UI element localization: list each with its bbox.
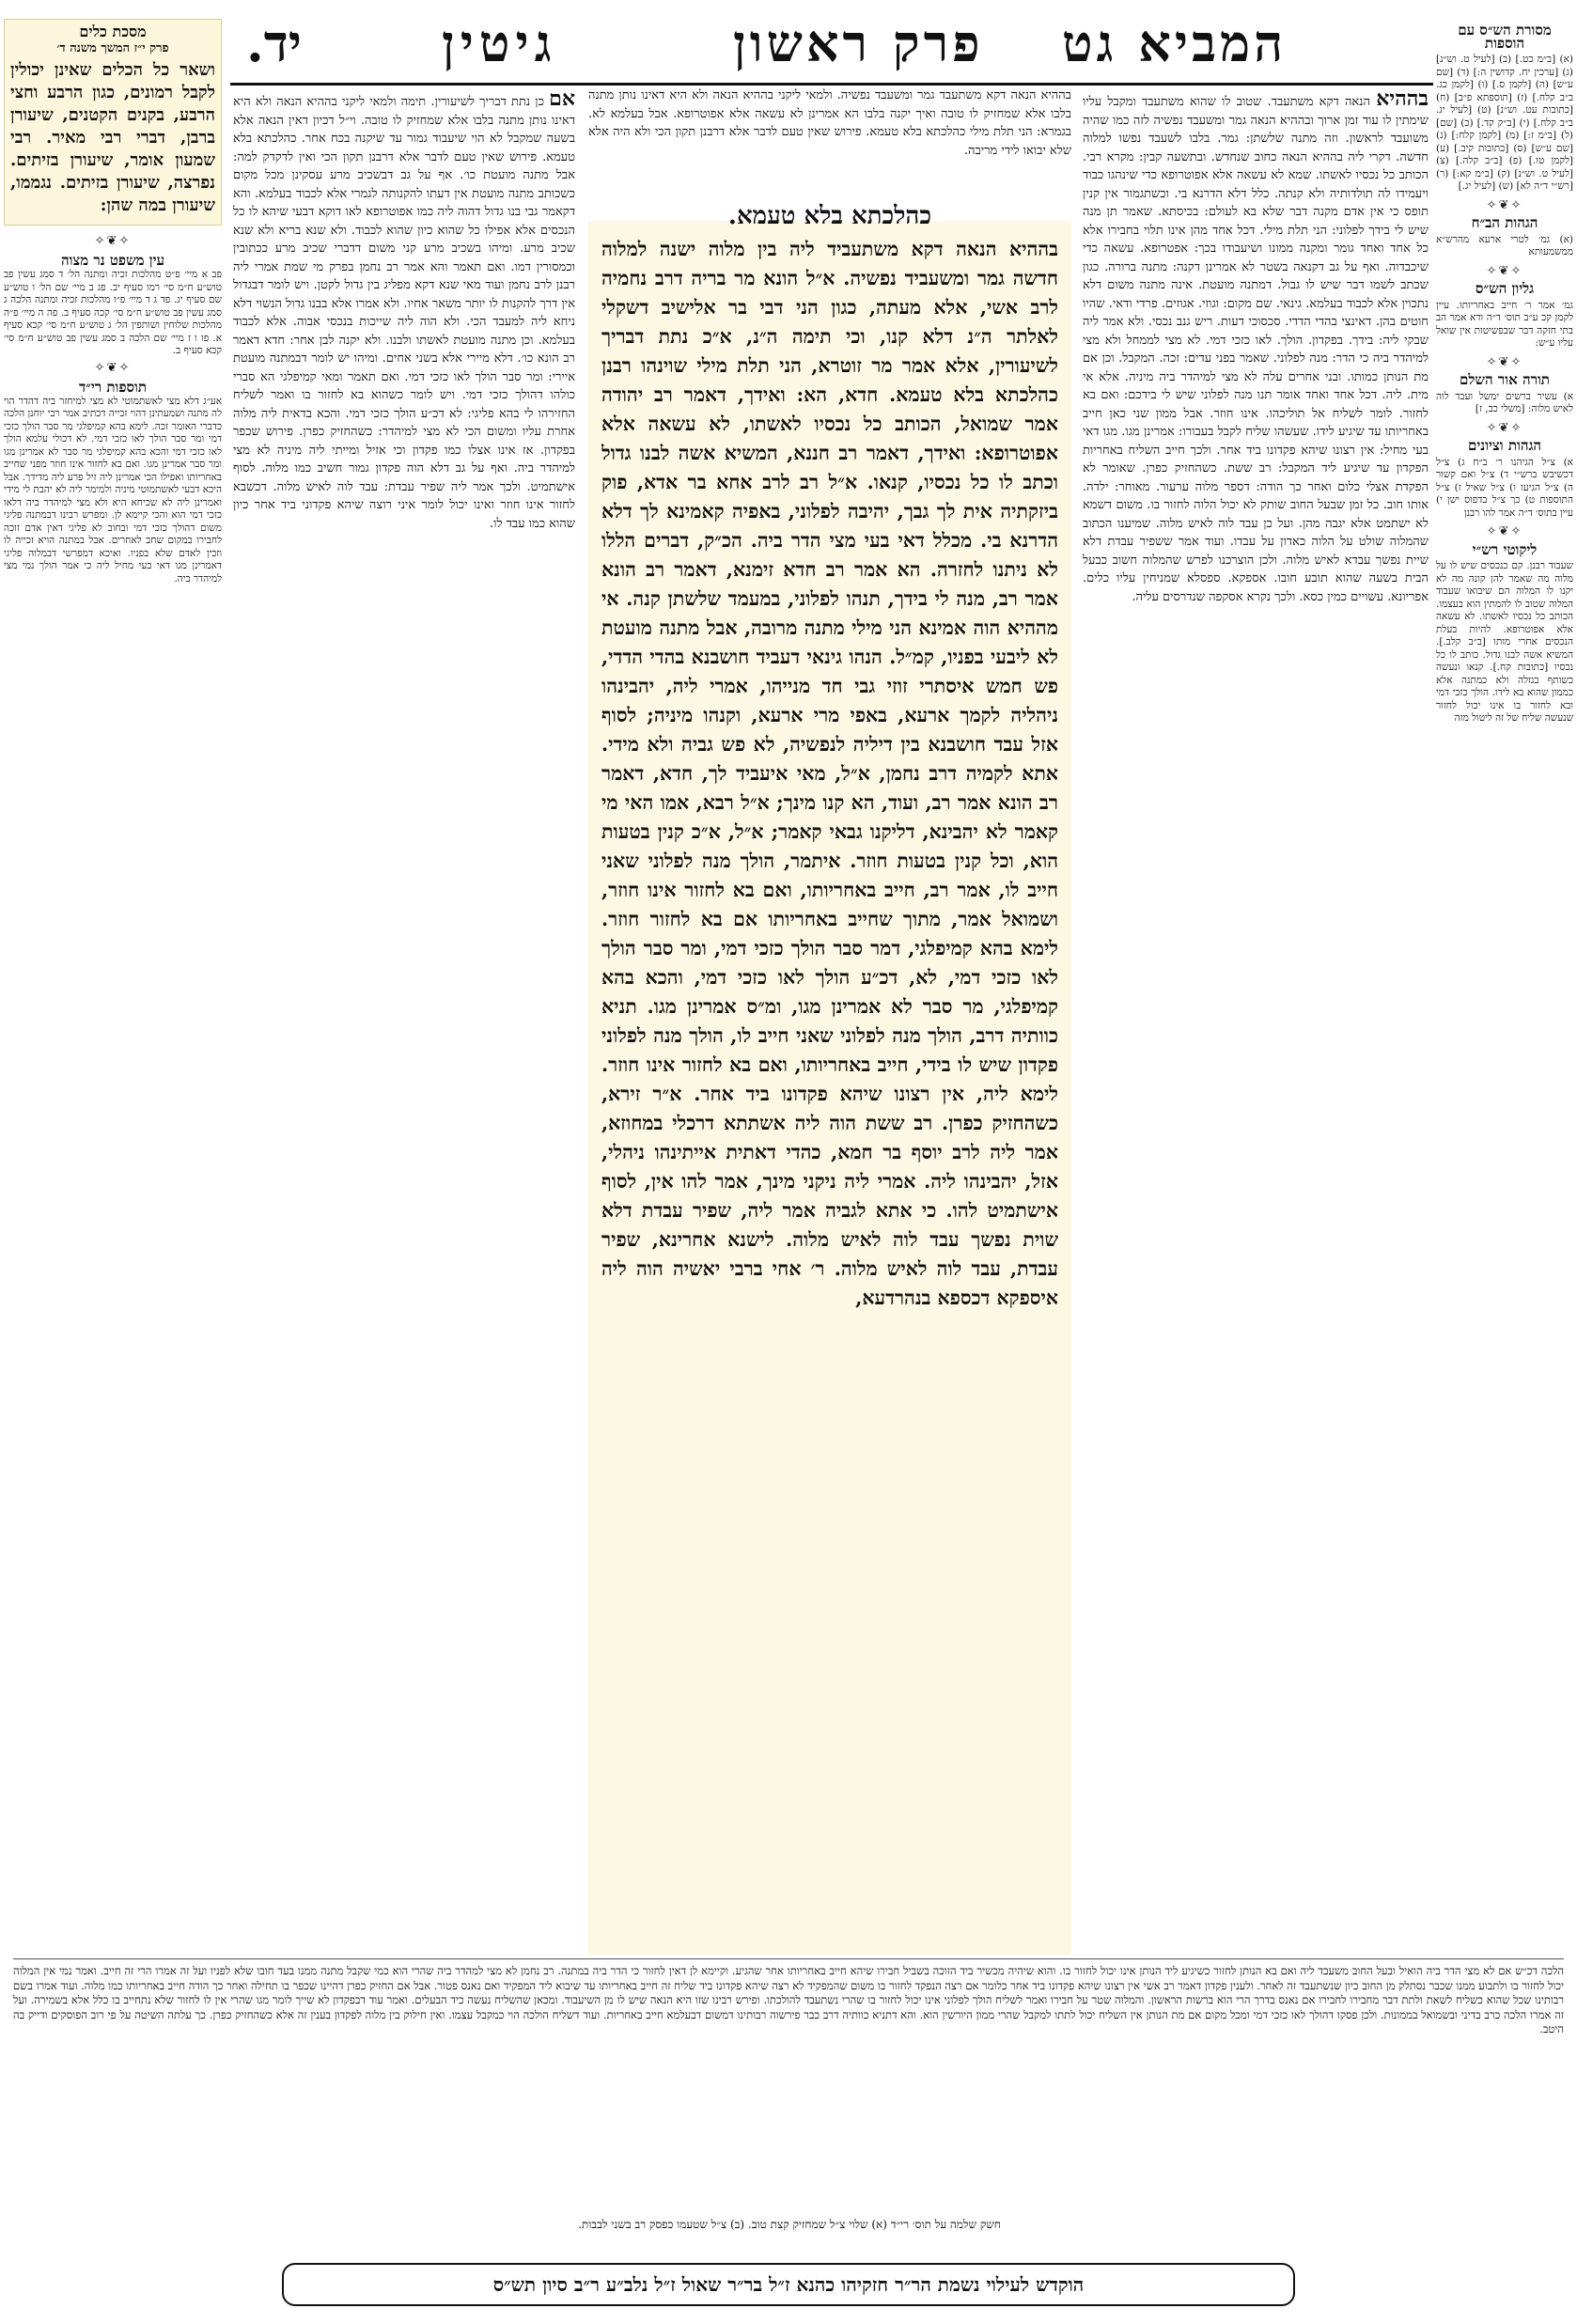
gilyon-hashas-section <box>1436 280 1573 351</box>
tosafot-commentary <box>233 86 575 1957</box>
gemara-heading: כהלכתא בלא טעמא. <box>727 202 932 230</box>
daf-number: יד. <box>246 13 302 73</box>
section-title: ליקוטי רש״י <box>1472 540 1538 558</box>
gemara-text-block <box>601 235 1058 1945</box>
tosafot-rid-title: תוספות רי״ד <box>78 378 148 396</box>
ornament-divider: ✧❦✧ <box>94 234 132 248</box>
mishna-box-subtitle: פרק י״ז המשך משנה ד׳ <box>56 41 169 55</box>
ornament-divider: ✧❦✧ <box>94 360 132 375</box>
tosafot-rid-text: אע״ג דלא מצי לאשתמוטי לא מצי למיחזר ביה דהדר הוי לה מתנה ושמעתינן דהוי זכייה דכתיב אמר רבי יוחנן הלכה כדברי האומר זכה. לימא בהא קמיפלגי מר סבר הולך כזכי דמי ומר סבר הולך לאו כזכי דמי. לא דכולי עלמא הולך לאו כזכי דמי והכא בהא קמיפלגי מר סבר לא אמרינן מגו ומר סבר אמרינן מגו. ואם בא לחזור אינו חוזר מפני שחייב באחריותו ואפילו הכי אמרינן ליה זיל פרע ליה מדידך. אבל היכא דבעי לאשתמוטי מיניה ולמימר ליה לא יהבת לי מידי ואמרינן ליה לא שכיחא היא ולא מצי למיהדר ביה דלאו כזכי דמי הוא והכי קיימא לן. ומפרש רבינו דבמתנה פליגי משום דהולך כזכי דמי ובחוב לא פליגי דאין אדם זוכה לחבירו במקום שחב לאחרים. אבל במתנה הויא זכייה לו וזכין לאדם שלא בפניו. ואיכא דמפרשי דבמלוה פליגי דאמרינן מגו דאי בעי מחיל ליה כי אמר הולך נמי מצי למיהדר ביה. <box>4 395 222 585</box>
rashi-text: הנאה דקא משתעבד. שטוב לו שהוא משתעבד ומקבל עליו שימתין לו עוד זמן ארוך ובההיא הנאה גמר ומשעבד נפשיה לזה כמו שהיה משועבד לראשון. וזה מתנה שלשתן: גמר. בלבו לשעבד נפשו למלוה חדשה. דקרי ליה בההיא הנאה כחוב שנחדש. ובתשעה קבין: מקרא רבי. הכותב כל נכסיו לאשתו. שמא לא עשאה אלא אפוטרופא כדי שינהגו כבוד ויעמידו לה תולדותיה ולא קנתה. כלל דלא הדרנא בי. וכשתגמור אין קנין תופס כי אין אדם מקנה דבר שלא בא לעולם: בכיסתא. שאמר תן מנה שיש לי בידך לפלוני: הני תלת מילי. דכל אחד מהן אינו תלוי בחבירו אלא כל אחד ואחד גומר ומקנה ממונו ושיעבודו בכך: אפטרופא. עשאה כדי שיכבדוה. ואף על גב דקנאה בשטר לא אמרינן דקנה: מתנה ברורה. כגון שכתב לשמו דבר שיש לו גבול. דמתנה מועטת. אינה מתנה משום דלא נתכוין אלא לכבוד בעלמא. גינאי. שם מקום: וגוזי. אגוזים. פרדי ודאי. שהיו חוטים בהן. דאינצי בהדי הדדי. סכסוכי דעות. ריש גנב נכסי. ולא אמר ליה שבקי ליה: בידך. בפקדון. הולך. לאו כזכי דמי. לא מצי לממחל ולא מצי למיהדר ביה כי הדר: מנה לפלוני. שאמר בפני עדים: זכה. המקבל. וכן אם מת הנותן כמותו. ובני אחרים עלה לא מצי למיהדר ביה מיניה. אלא אי מית. ליה. דכל אחד ואחד אומר תנו מנה לפלוני שיש לי בידכם: ואם בא לחזור. לומר לשליח אל תוליכהו. אינו חוזר. אבל ממון שני כאן חייב באחריותו עד שיגיע לידו. שעשהו שליח לקבל בעבורו: אמרינן מגו. מגו דאי בעי מחיל: אין רצונו שיהא פקדונו ביד אחר. ולכך חייב השליח באחריות הפקדון עד שיגיע ליד המקבל: רב ששת. כשהחזיק כפרן. שאומר לא הפקדת אצלי כלום ואחר כך הודה: דספר מלוה ערעור. מאוחר: ילדה. אותו חוב. כל זמן שבעל החוב שותק לא יכול הלוה לחזור בו. משום דשמא לא ישתמט אלא יגבה מהן. ועל כן עבד לוה לאיש מלוה. שמיענו הכתוב שהמלוה שולט על הלוה כאדון על עבדו. ועוד אמר ששפיר עבדת דלא שיית נפשך עבדא לאיש מלוה. ולכן הוצרכנו לפרש שהמלוה חשוב כבעל הבית בשעה שהוא תובע חובו. אספקא. ספסלא שמניחין עליו כלים. אפריונא. עשויים כמין כסא. ולכך נקרא אסקפה שנדרסים עליה. <box>1083 95 1429 604</box>
hagahot-habach-section <box>1436 214 1573 259</box>
section-title: מסורת הש״ס עם הוספות <box>1458 22 1552 52</box>
ein-mishpat-title: עין משפט נר מצוה <box>60 252 165 269</box>
ein-mishpat-text: פב א מיי׳ פ״ט מהלכות זכיה ומתנה הל׳ ד סמג עשין פב טוש״ע ח״מ סי׳ רמו סעיף יב. פג ב מיי׳ שם הל׳ ו טוש״ע שם סעיף יג. פד ג ד מיי׳ פ״ו מהלכות זכיה ומתנה הלכה ג סמג עשין פב טוש״ע ח״מ סי׳ קכה סעיף ב. פה ה מיי׳ פ״ה מהלכות שלוחין ושותפין הל׳ ג טוש״ע ח״מ סי׳ קכא סעיף א. פו ו ז מיי׳ שם הלכה ב סמג עשין פב טוש״ע ח״מ סי׳ קכא סעיף ב. <box>4 269 222 356</box>
mishna-box-text: ושאר כל הכלים שאינן יכולין לקבל רמונים, כגון הרבע וחצי הרבע, בקנים הקטנים, שיעורן ברבן, דברי רבי מאיר. רבי שמעון אומר, שיעורן בזיתים. נפרצה, שיעורן בזיתים. נגממו, שיעורן במה שהן: <box>10 60 215 215</box>
section-body: גמ׳ אמר ר׳ חייב באחריותו. עיין לקמן קכ ע״ב תוס׳ ד״ה ודא אמר הב בתי חזקה דבר שבפשיטות אין שואל עליו ע״ש: <box>1436 299 1573 349</box>
ornament-divider: ✧❦✧ <box>1486 524 1523 538</box>
section-title: גליון הש״ס <box>1475 280 1535 297</box>
section-body: (א) גמ׳ לטרי ארעא מהרש״א ממשמעותא <box>1436 233 1573 257</box>
section-title: הגהות הב״ח <box>1471 214 1538 231</box>
rashi-commentary <box>1083 86 1429 1957</box>
section-title: תורה אור השלם <box>1460 371 1550 388</box>
torah-or-section <box>1436 371 1573 416</box>
bottom-notes: הלכה דכ״ש אם לא מצי הדר ביה הואיל ובעל החוב משעבד ליה ואם בא הנותן לחזור כשיגיע ליד הנותן אינו יכול לחזור בו. והוא שיהיה מכשיר ביד הזוכה בשביל חבירו שיהא חייב באחריותו אחר שהגיע. וקיימא לן דאין לחזור כי הדר ביה במתנה. רב נחמן לא מצי למהדר ביה שהרי הוא כמי שקבל מתנה ממנו בעד חובו שלא לפניו ועל זה אמרו הרי זה חייב. ואמר נמי אין המלוה יכול לחזור בו ולתבוע ממנו שכבר נסתלק מן החוב כיון שנשתעבד זה לאחר. ולענין פקדון דאמר רב אשי אין רצונו שיהא פקדונו ביד אחר כלומר אם רצה הנפקד לחזור בו משום שהמפקיד לא רצה שיהא פקדונו ביד שליח זה חייב באחריותו עד שיבוא ליד המפקיד ואם נאנס פטור. אבל אם החזיק כפרן דהיינו שכפר בו תחילה ואחר כך הודה חייב באחריותו כמו מלוה. ועוד אמרו בשם רבותינו שכל שהוא כשליח לשאת ולתת דבר מחבירו לחבירו אם נאנס בדרך הרי הוא ברשות הראשון. והמלוה שטר על חבירו ואמר לשליח הולך לפלוני אינו יכול לחזור בו שהרי נשתעבד להולכתו. ופירש רבינו שזו היא הנאה שיש לו מן השיעבוד. ומכאן שהשליח נעשה כיד הבעלים. ואמר עוד דבפקדון לא שייך לומר מגו שהרי אין לו לחזור שלא נתחייב בו כלל אלא בשמירה. ועל זה אמרו הלכה כרב בדיני ובשמואל בממונות. ולכן פסקו דהולך לאו כזכי דמי ומכל מקום אם מת הנותן אין השליח יכול לתתו למקבל שהרי ממון היורשין הוא. והא דתניא כוותיה דרב כבר פירשוה רבותינו דמשום דבעלמא חייב באחריות. ועוד דשליח הולכה הוי כמקבל עצמו. ואין חילוק בין מלוה לפקדון בענין זה אלא כשהחזיק כפרן. כך עלתה השיטה על פי רוב הפוסקים ודייק בה היטב. <box>13 1964 1564 2035</box>
hagahot-vetziyunim-section <box>1436 437 1573 520</box>
section-title: הגהות וציונים <box>1467 437 1542 454</box>
section-body: א) עשיר ברשים ימשל ועבד לוה לאיש מלוה: [משלי כב, ז] <box>1436 390 1573 414</box>
gemara-text: בההיא הנאה דקא משתעביד ליה בין מלוה ישנה למלוה חדשה גמר ומשעביד נפשיה. א״ל הונא מר בריה דרב נחמיה לרב אשי, אלא מעתה, כגון הני דבי בר אלישיב דשקלי לאלתר ה״נ דלא קנו, וכי תימה ה״נ, א״כ נתת דבריך לשיעורין, אלא אמר מר זוטרא, הני תלת מילי שוינהו רבנן כהלכתא בלא טעמא. חדא, הא: ואידך, דאמר רב יהודה אמר שמואל, הכותב כל נכסיו לאשתו, לא עשאה אלא אפוטרופא: ואידך, דאמר רב חננא, המשיא אשה לבנו גדול וכתב לו כל נכסיו, קנאו. א״ל רב לרב אחא בר אדא, פוק ביזקתיה אית לך גבך, יהיבה לפלוני, באפיה קאמינא לך דלא הדרנא בי. מכלל דאי בעי מצי הדר ביה. הכ״ק, דברים הללו לא ניתנו לחזרה. הא אמר רב חדא זימנא, דאמר רב הונא אמר רב, מנה לי בידך, תנהו לפלוני, במעמד שלשתן קנה. אי מההיא הוה אמינא הני מילי מתנה מרובה, אבל מתנה מועטת לא ליבעי בפניו, קמ״ל. הנהו גינאי דעביד חושבנא בהדי הדדי, פש חמש איסתרי זוזי גבי חד מנייהו, אמרי ליה, יהבינהו ניהליה לקמך ארעא, באפי מרי ארעא, וקנהו מיניה; לסוף אזל עבד חושבנא בין דיליה לנפשיה, לא פש גביה ולא מידי. אתא לקמיה דרב נחמן, א״ל, מאי איעביד לך, חדא, דאמר רב הונא אמר רב, ועוד, הא קנו מינך; א״ל רבא, אמו האי מי קאמר לא יהבינא, דליקנו גבאי קאמר; א״ל, א״כ קנין בטעות הוא, וכל קנין בטעות חוזר. איתמר, הולך מנה לפלוני שאני חייב לו, אמר רב, חייב באחריותו, ואם בא לחזור אינו חוזר, ושמואל אמר, מתוך שחייב באחריותו אם בא לחזור חוזר. לימא בהא קמיפלגי, דמר סבר הולך כזכי דמי, ומר סבר הולך לאו כזכי דמי, לא, דכ״ע הולך לאו כזכי דמי, והכא בהא קמיפלגי, מר סבר לא אמרינן מגו, ומ״ס אמרינן מגו. תניא כוותיה דרב, הולך מנה לפלוני שאני חייב לו, הולך מנה לפלוני פקדון שיש לו בידי, חייב באחריותו, ואם בא לחזור אינו חוזר. לימא ליה, אין רצונו שיהא פקדונו ביד אחר. א״ר זירא, כשהחזיק כפרן. רב ששת הוה ליה אשתתא דרכלי במחוזא, אמר ליה לרב יוסף בר חמא, כהדי דאתית אייתינהו ניהלי, אזל, יהבינהו ליה. אמרי ליה ניקני מינך, אמר להו אין, לסוף אישתמיט להו. כי אתא לגביה אמר ליה, שפיר עבדת דלא שוית נפשך עבד לוה לאיש מלוה. לישנא אחרינא, שפיר עבדת, עבד לוה לאיש מלוה. ר׳ אחי ברבי יאשיה הוה ליה איספקא דכספא בנהרדעא, <box>601 238 1058 1309</box>
left-margin-column <box>4 19 222 1344</box>
section-body: שעבוד רבנן. קם כנכסים שיש לו על מלוה מה שאמר להן קונה מה לא יקנו לו המלוה הם שיבואו שעבוד המלוה שטוב לו להמתין הוא בעצמו. הכותב כל נכסיו לאשתו. לא עשאה אלא אפוטרופא. להיות בעלת הנכסים אחרי מותו [ב״ב קלב.]. המשיא אשה לבנו גדול. כותב לו כל נכסיו [כתובות קח.]. קנאו ונעשה כשותף בגזלה ולא כמתנה אלא כממון שהוא בא לידו. הולך כזכי דמי ובא לחזור בו אינו יכול לחזור שנעשה שליח של זה ליטול מזה <box>1436 560 1573 724</box>
mishna-yomit-box <box>4 19 222 226</box>
rashi-lead-word: בההיא <box>1376 86 1429 111</box>
chesek-shlomo-note: חשק שלמה על תוס׳ רי״ד (א) שלוי צ״ל שמחזיק קצת טוב. (ב) צ״ל שטעמו כפסק רב בשני לבבות. <box>578 2218 1001 2231</box>
right-margin-column <box>1436 19 1573 1344</box>
ornament-divider: ✧❦✧ <box>1486 197 1523 212</box>
dedication-banner: הוקדש לעילוי נשמת הר״ר חזקיהו כהנא ז״ל בר״ר שאול ז״ל נלב״ע ר״ב סיון תש״ס <box>282 2263 1295 2306</box>
ornament-divider: ✧❦✧ <box>1486 354 1523 369</box>
tractate-name: גיטין <box>442 13 557 73</box>
mishna-box-title: מסכת כלים <box>79 23 147 40</box>
ornament-divider: ✧❦✧ <box>1486 263 1523 278</box>
gemara-top-commentary: בההיא הנאה דקא משתעבד גמר ומשעבד נפשיה. ולמאי ליקני בההיא הנאה ולא היא דאינו נותן מתנה בלבו אלא שמחזיק לו טובה ואיך יקנה בלבו הא אמרינן לא עשאה אלא אפוטרופא. אבל בעלמא לא. בגמרא: הני תלת מילי כהלכתא בלא טעמא. פירוש שאין טעם לדבר אלא דרבנן תקון הכי ולא היה אלא שלא יבואו לידי מריבה. <box>588 88 1071 158</box>
ornament-divider: ✧❦✧ <box>1486 420 1523 435</box>
likutei-rashi-section <box>1436 540 1573 725</box>
tosafot-lead-word: אם <box>549 86 575 111</box>
masoret-hashas-section <box>1436 24 1573 194</box>
section-body: א) צ״ל הגיהנו ר׳ ב״ח ג) צ״ל דכשיבש ברש״י ד) צ״ל ואם קשור ה) צ״ל הגיעו ו) צ״ל שאיל ז) צ״ל התוספות ט) כך צ״ל בדפוס ישן י) עיין בתוס׳ ד״ה אמר להו רבנן <box>1436 456 1573 519</box>
tosafot-text: כן נתת דבריך לשיעורין. תימה ולמאי ליקני בההיא הנאה ולא היא דאינו נותן מתנה בלבו אלא שמחזיק לו טובה. וי״ל דכיון דאין הנאה אלא בשעה שמקבל לא הוי שיעבוד גמור עד שיקנה בכח אחר. כהלכתא בלא טעמא. פירוש שאין טעם לדבר אלא דרבנן תקון הכי ואין לדקדק למה: אבל מתנה מועטת כו׳. אף על גב דבשכיב מרע עסקינן מכל מקום כשכותב מתנה מועטת אין דעתו להקנותה לגמרי אלא לכבוד בעלמא. והא דקאמר גבי בנו גדול דהוה ליה כמו אפוטרופא לאו דוקא דבעי שיהא לו כל הנכסים אלא אפילו כל שהוא כיון שהוא לכבוד. ולא שנא בריא ולא שנא שכיב מרע. ומיהו בשכיב מרע קני משום דדברי שכיב מרע ככתובין וכמסורין דמו. ואם תאמר והא אמר רב נחמן בפרק מי שמת אמרי ליה רבנן לרב נחמן ועוד מאי שנא דקא מפליג בין גדול לקטן. ויש לומר דבגדול אין דרך להקנות לו יותר משאר אחיו. ולא אמרו אלא בבנו גדול הנשוי דלא ניחא ליה למעבד הכי. ולא הוה ליה שייכות בנכסי אבוה. אלא לכבוד בעלמא. וכן מתנה מועטת לאשתו ולבנו. ולא יקנה לבן אחר: חדא דאמר רב הונא כו׳. דלא מיירי אלא בשני אחים. ומיהו יש לומר דבמתנה מועטת איירי: ומר סבר הולך לאו כזכי דמי. ואם תאמר ומאי קמיפלגי הא סברי כולהו דהולך כזכי דמי. ויש לומר כשהוא בא לחזור בו ואמר לשליח החזירהו לי בהא פליגי: לא דכ״ע הולך כזכי דמי. והכא בדאית ליה מלוה אחרת עליו ומשום הכי לא מצי למיהדר: כשהחזיק כפרן. פירוש שכפר בפקדון. אז אינו אצלו כמו פקדון וכי אזיל ומייתי ליה מיניה לא מצי למיהדר ביה. ואף על גב דלא הוה פקדון גמור חשיב כמו מלוה. לסוף אישתמיט. ולכך אמר ליה שפיר עבדת: עבד לוה לאיש מלוה. דכשבא לחזור אינו חוזר ואינו יכול לומר איני רוצה שיהא פקדוני ביד אחר כיון שהוא כמו עבד לו. <box>233 95 575 531</box>
chapter-name: המביא גט <box>1062 13 1288 73</box>
page-header <box>0 8 1577 83</box>
section-body: (א) [ב״מ כט.] (ב) [לעיל ט. וש״נ] (ג) [ערכין יח. קדושין ה:] (ד) [שם ע״ש] (ה) [לקמן ס.] (ו) [לקמן כג. ב״ב קלח.] (ז) [תוספתא פ״ב] (ח) [כתובות עט. וש״נ] (ט) [לעיל יג. ב״ב קלח.] (י) [ב״ק קד.] (כ) [שם] (ל) [ב״מ ז:] (מ) [לקמן קלח:] (נ) [שם ע״ש] (ס) [כתובות קיב.] (ע) [לקמן טו.] (פ) [ב״ב קלה.] (צ) [לעיל ט. וש״נ] (ק) [ב״מ קא:] (ר) [רש״י ד״ה לא] (ש) [לעיל יג.] <box>1436 54 1573 192</box>
bottom-rule <box>13 1958 1564 1959</box>
chapter-number: פרק ראשון <box>733 13 984 73</box>
header-rule <box>230 83 1433 86</box>
